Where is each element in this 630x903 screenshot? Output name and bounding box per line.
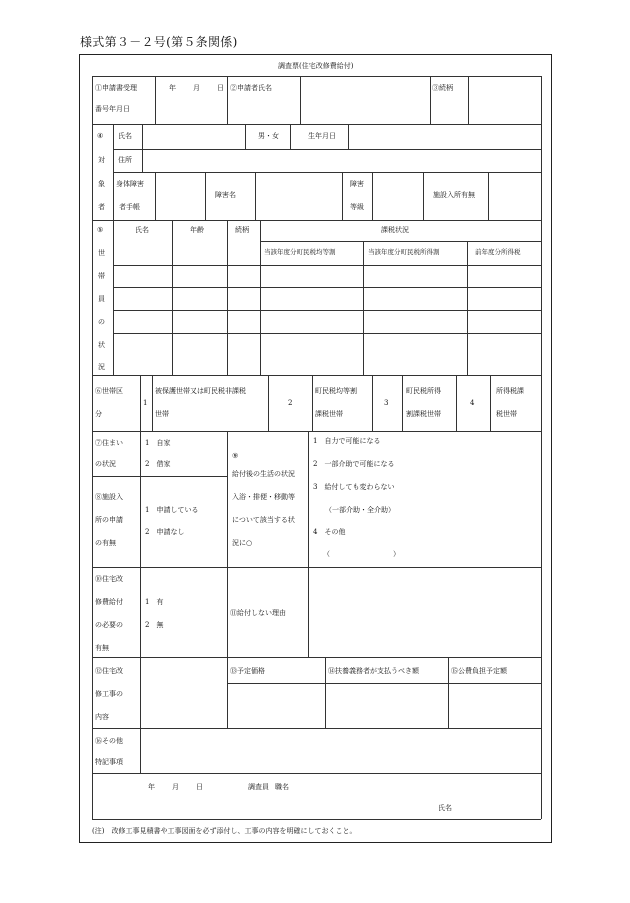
- public-funding-label: ⑮公費負担予定額: [451, 667, 507, 675]
- surveyor-name-label: 氏名: [438, 804, 452, 812]
- receipt-label-line2: 番号年月日: [95, 105, 130, 113]
- survey-form-frame: [79, 54, 552, 843]
- living-option-2: 2 一部介助で可能になる: [313, 460, 395, 468]
- survey-date-day: 日: [196, 783, 203, 791]
- subject-vertical-2: 象: [98, 180, 105, 188]
- facility-app-label-line1: ⑧施設入: [95, 493, 123, 501]
- rule: [113, 124, 114, 220]
- rule: [342, 172, 343, 220]
- rule: [245, 124, 246, 149]
- living-option-1: 1 自力で可能になる: [313, 437, 381, 445]
- tax-header-income: 当該年度分町民税所得割: [368, 248, 440, 256]
- gender-label: 男・女: [258, 132, 279, 140]
- household-name-header: 氏名: [135, 226, 149, 234]
- class-option-2-line2: 課税世帯: [315, 410, 343, 418]
- rule: [423, 172, 424, 220]
- rule: [92, 773, 541, 774]
- remarks-label-line2: 特記事項: [95, 758, 123, 766]
- rule: [113, 172, 541, 173]
- rule: [467, 241, 468, 375]
- work-content-label-line2: 修工事の: [95, 690, 123, 698]
- rule: [227, 431, 228, 567]
- rule: [92, 476, 227, 477]
- rule: [155, 172, 156, 220]
- household-vertical-6: 況: [98, 363, 105, 371]
- rule: [372, 375, 373, 431]
- class-option-1-line1: 被保護世帯又は町民税非課税: [155, 387, 246, 395]
- rule: [227, 220, 228, 375]
- household-relation-header: 続柄: [235, 226, 249, 234]
- necessity-label-line3: の必要の: [95, 621, 123, 629]
- surveyor-label: 調査員: [248, 783, 269, 791]
- rule: [402, 375, 403, 431]
- rule: [113, 220, 114, 375]
- rule: [92, 76, 93, 819]
- living-option-4: 4 その他: [313, 528, 346, 536]
- grade-label-line1: 障害: [350, 180, 364, 188]
- work-content-label-line3: 内容: [95, 713, 109, 721]
- living-option-3-detail: （一部介助・全介助）: [325, 506, 395, 514]
- housing-option-rent: 2 借家: [145, 460, 171, 468]
- rule: [430, 76, 431, 124]
- rule: [92, 375, 541, 376]
- living-status-num: ⑨: [232, 452, 239, 460]
- living-option-4-open-paren: （: [323, 550, 330, 558]
- grade-label-line2: 等級: [350, 203, 364, 211]
- rule: [456, 375, 457, 431]
- subject-name-label: 氏名: [118, 132, 132, 140]
- rule: [312, 375, 313, 431]
- household-vertical-3: 員: [98, 295, 105, 303]
- remarks-label-line1: ⑯その他: [95, 737, 123, 745]
- survey-date-month: 月: [172, 783, 179, 791]
- rule: [363, 241, 364, 375]
- rule: [308, 567, 309, 657]
- receipt-month: 月: [193, 84, 200, 92]
- receipt-year: 年: [169, 84, 176, 92]
- rule: [140, 567, 141, 657]
- form-number-label: 様式第３－２号(第５条関係): [80, 35, 238, 49]
- guardian-payment-label: ⑭扶養義務者が支払うべき額: [328, 667, 419, 675]
- rule: [140, 657, 141, 728]
- tax-header-equal: 当該年度分町民税均等割: [264, 248, 336, 256]
- denial-reason-label: ⑪給付しない理由: [230, 609, 286, 617]
- disability-name-label: 障害名: [215, 191, 236, 199]
- necessity-label-line1: ⑩住宅改: [95, 575, 123, 583]
- rule: [300, 76, 301, 124]
- necessity-label-line4: 有無: [95, 644, 109, 652]
- household-vertical-2: 帯: [98, 272, 105, 280]
- rule: [290, 124, 291, 149]
- facility-app-option-no: 2 申請なし: [145, 528, 185, 536]
- form-title: 調査票(住宅改修費給付): [278, 62, 354, 70]
- surveyor-position-label: 職名: [275, 783, 289, 791]
- class-option-4-line1: 所得税課: [496, 387, 524, 395]
- subject-vertical-1: 対: [98, 156, 105, 164]
- household-vertical-5: 状: [98, 341, 105, 349]
- rule: [325, 657, 326, 728]
- rule: [152, 375, 153, 431]
- class-option-2-number: 2: [288, 399, 293, 407]
- class-option-3-line2: 割課税世帯: [406, 410, 441, 418]
- rule: [113, 149, 541, 150]
- rule: [468, 76, 469, 124]
- subject-vertical-3: 者: [98, 203, 105, 211]
- living-status-label-line1: 給付後の生活の状況: [232, 470, 295, 478]
- handbook-label-line2: 者手帳: [119, 203, 140, 211]
- rule: [372, 172, 373, 220]
- receipt-label-line1: ①申請書受理: [95, 84, 137, 92]
- attachment-note: (注) 改修工事見積書や工事図面を必ず添付し、工事の内容を明確にしておくこと。: [92, 827, 357, 835]
- rule: [92, 431, 541, 432]
- living-status-label-line4: 況に○: [232, 539, 253, 547]
- necessity-label-line2: 修費給付: [95, 598, 123, 606]
- rule: [541, 76, 542, 819]
- class-option-1-number: 1: [143, 399, 148, 407]
- household-num: ⑤: [97, 226, 104, 234]
- work-content-label-line1: ⑫住宅改: [95, 667, 123, 675]
- rule: [113, 333, 541, 334]
- class-option-1-line2: 世帯: [155, 410, 169, 418]
- rule: [260, 241, 541, 242]
- living-status-label-line3: について該当する状: [232, 516, 295, 524]
- rule: [205, 172, 206, 220]
- household-vertical-4: の: [98, 318, 105, 326]
- address-label: 住所: [118, 156, 132, 164]
- rule: [172, 220, 173, 375]
- birthdate-label: 生年月日: [308, 132, 336, 140]
- household-vertical-1: 世: [98, 249, 105, 257]
- rule: [142, 149, 143, 172]
- facility-app-option-yes: 1 申請している: [145, 506, 199, 514]
- household-class-label-line2: 分: [95, 410, 102, 418]
- rule: [92, 76, 541, 77]
- class-option-4-number: 4: [470, 399, 475, 407]
- rule: [255, 172, 256, 220]
- rule: [348, 124, 349, 149]
- rule: [490, 375, 491, 431]
- survey-date-year: 年: [148, 783, 155, 791]
- tax-status-header: 課税状況: [381, 226, 409, 234]
- rule: [155, 76, 156, 124]
- applicant-name-label: ②申請者氏名: [230, 84, 272, 92]
- rule: [92, 657, 541, 658]
- class-option-3-number: 3: [384, 399, 389, 407]
- class-option-2-line1: 町民税均等割: [315, 387, 357, 395]
- rule: [92, 124, 541, 125]
- facility-app-label-line2: 所の申請: [95, 516, 123, 524]
- rule: [140, 375, 141, 431]
- rule: [113, 265, 541, 266]
- housing-option-own: 1 自家: [145, 439, 171, 447]
- facility-status-label: 施設入所有無: [433, 191, 475, 199]
- living-option-4-close-paren: ）: [393, 550, 400, 558]
- rule: [92, 220, 541, 221]
- rule: [488, 172, 489, 220]
- rule: [113, 310, 541, 311]
- rule: [92, 728, 541, 729]
- estimated-price-label: ⑬予定価格: [230, 667, 265, 675]
- handbook-label-line1: 身体障害: [116, 180, 144, 188]
- rule: [227, 657, 228, 728]
- rule: [92, 567, 541, 568]
- rule: [448, 657, 449, 728]
- household-class-label-line1: ⑥世帯区: [95, 387, 123, 395]
- household-age-header: 年齢: [190, 226, 204, 234]
- rule: [268, 375, 269, 431]
- rule: [227, 76, 228, 124]
- subject-num: ④: [97, 132, 104, 140]
- rule: [140, 728, 141, 773]
- housing-label-line2: の状況: [95, 460, 116, 468]
- living-status-label-line2: 入浴・排便・移動等: [232, 493, 295, 501]
- facility-app-label-line3: の有無: [95, 539, 116, 547]
- necessity-option-yes: 1 有: [145, 598, 164, 606]
- rule: [227, 567, 228, 657]
- rule: [113, 287, 541, 288]
- class-option-3-line1: 町民税所得: [406, 387, 441, 395]
- relation-label: ③続柄: [432, 84, 453, 92]
- rule: [92, 819, 541, 820]
- housing-label-line1: ⑦住まい: [95, 439, 123, 447]
- rule: [142, 124, 143, 149]
- class-option-4-line2: 税世帯: [496, 410, 517, 418]
- rule: [140, 431, 141, 567]
- necessity-option-no: 2 無: [145, 621, 164, 629]
- living-option-3: 3 給付しても変わらない: [313, 483, 395, 491]
- rule: [260, 220, 261, 375]
- tax-header-prev-income: 前年度分所得税: [475, 248, 521, 256]
- rule: [227, 683, 541, 684]
- receipt-day: 日: [217, 84, 224, 92]
- rule: [308, 431, 309, 567]
